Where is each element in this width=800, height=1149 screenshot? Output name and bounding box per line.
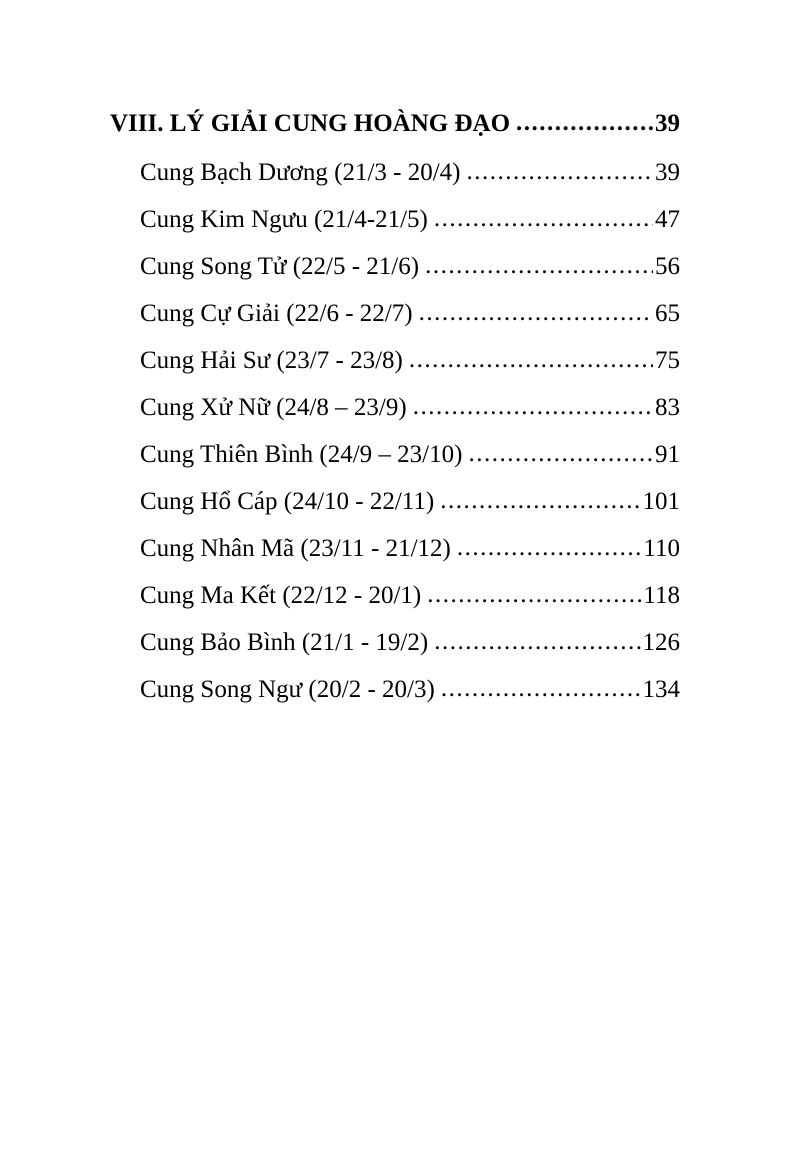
- toc-entry-page: 126: [642, 629, 680, 656]
- toc-entry-page: 39: [655, 159, 680, 186]
- toc-heading-page: 39: [655, 110, 680, 137]
- toc-entry-title: Cung Thiên Bình (24/9 – 23/10): [140, 441, 463, 468]
- toc-entry-page: 101: [642, 488, 680, 515]
- toc-entry-page: 56: [655, 253, 680, 280]
- toc-entry-page: 83: [655, 394, 680, 421]
- toc-leader-dots: [466, 158, 653, 186]
- toc-heading-title: VIII. LÝ GIẢI CUNG HOÀNG ĐẠO: [110, 110, 511, 137]
- toc-leader-dots: [468, 440, 653, 468]
- toc-entry-page: 47: [655, 206, 680, 233]
- toc-entry-page: 65: [655, 300, 680, 327]
- toc-entry-page: 118: [643, 582, 680, 609]
- toc-entry-row[interactable]: [140, 206, 680, 234]
- toc-entry-title: Cung Bạch Dương (21/3 - 20/4): [140, 159, 461, 186]
- toc-entry-row[interactable]: [140, 676, 680, 704]
- toc-leader-dots: [434, 628, 640, 656]
- toc-leader-dots: [440, 487, 640, 515]
- toc-entry-row[interactable]: [140, 488, 680, 516]
- toc-entry-row[interactable]: [140, 582, 680, 610]
- toc-entry-row[interactable]: [140, 347, 680, 375]
- toc-entry-row[interactable]: [140, 441, 680, 469]
- toc-leader-dots: [425, 252, 653, 280]
- toc-leader-dots: [419, 299, 653, 327]
- toc-entry-row[interactable]: [140, 159, 680, 187]
- toc-entry-page: 134: [642, 676, 680, 703]
- toc-leader-dots: [434, 205, 653, 233]
- toc-entry-row[interactable]: [140, 629, 680, 657]
- toc-entry-title: Cung Hổ Cáp (24/10 - 22/11): [140, 488, 435, 515]
- toc-entry-title: Cung Hải Sư (23/7 - 23/8): [140, 347, 403, 374]
- toc-leader-dots: [457, 534, 642, 562]
- toc-leader-dots: [516, 109, 653, 137]
- toc-entry-title: Cung Kim Ngưu (21/4-21/5): [140, 206, 428, 233]
- toc-entry-row[interactable]: [140, 394, 680, 422]
- toc-entry-row[interactable]: [140, 300, 680, 328]
- table-of-contents: [110, 110, 680, 723]
- toc-leader-dots: [413, 393, 653, 421]
- toc-leader-dots: [427, 581, 641, 609]
- toc-entry-row[interactable]: [140, 535, 680, 563]
- toc-heading-row: [110, 110, 680, 138]
- toc-entry-row[interactable]: [140, 253, 680, 281]
- toc-entry-title: Cung Song Tử (22/5 - 21/6): [140, 253, 420, 280]
- toc-entry-title: Cung Nhân Mã (23/11 - 21/12): [140, 535, 451, 562]
- toc-leader-dots: [409, 346, 653, 374]
- toc-entry-title: Cung Xử Nữ (24/8 – 23/9): [140, 394, 407, 421]
- toc-entry-title: Cung Cự Giải (22/6 - 22/7): [140, 300, 413, 327]
- toc-leader-dots: [441, 675, 641, 703]
- toc-entry-title: Cung Ma Kết (22/12 - 20/1): [140, 582, 422, 609]
- toc-entry-page: 75: [655, 347, 680, 374]
- toc-entry-title: Cung Song Ngư (20/2 - 20/3): [140, 676, 435, 703]
- toc-entry-page: 110: [643, 535, 680, 562]
- toc-entry-page: 91: [655, 441, 680, 468]
- toc-entry-title: Cung Bảo Bình (21/1 - 19/2): [140, 629, 429, 656]
